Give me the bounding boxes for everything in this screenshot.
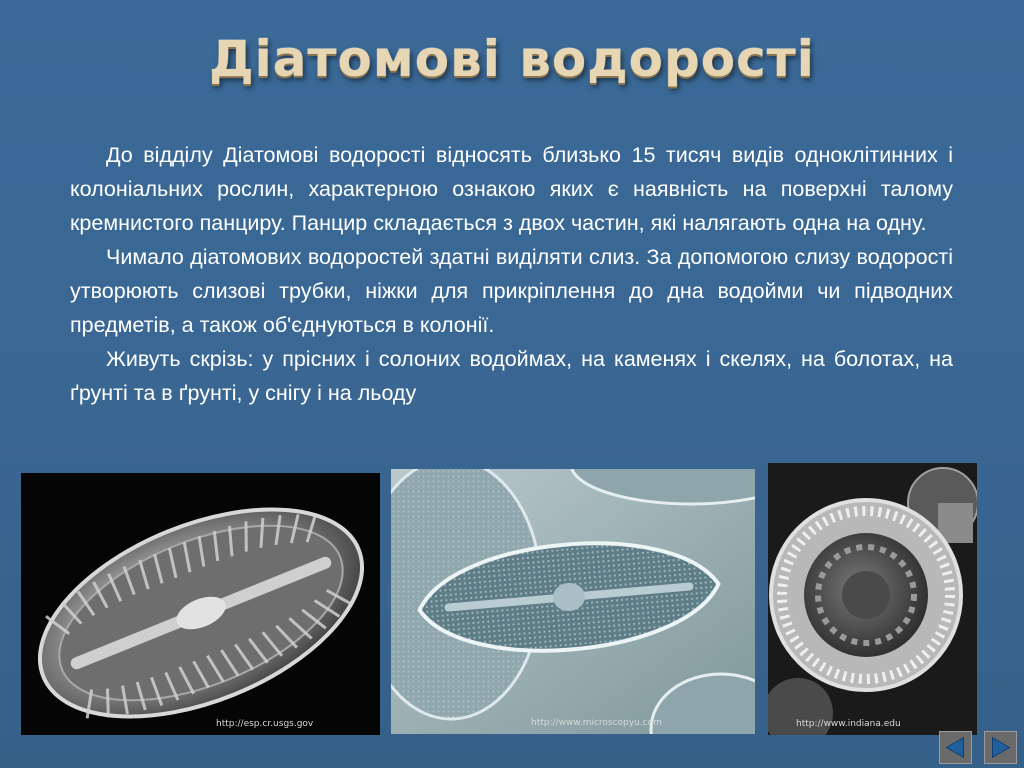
prev-slide-button[interactable]: [939, 731, 972, 764]
slide-title: Діатомові водорості: [209, 30, 815, 88]
body-text: [70, 138, 953, 410]
triangle-right-icon: [985, 732, 1016, 763]
image-credit-middle[interactable]: http://www.microscopyu.com: [531, 718, 662, 728]
paragraph-1: До відділу Діатомові водорості відносять близько 15 тисяч видів одноклітинних і колоніальних рослин, характерною ознакою яких є наявність на поверхні талому кремнистого панциру. Панцир складається з двох частин, які налягають одна на одну.: [70, 143, 953, 235]
image-credit-right[interactable]: http://www.indiana.edu: [796, 719, 901, 729]
paragraph-2: Чимало діатомових водоростей здатні виділяти слиз. За допомогою слизу водорості утворюють слизові трубки, ніжки для прикріплення до дна водойми чи підводних предметів, а також об'єднуються в колонії.: [70, 245, 953, 337]
centric-diatom-image: [768, 463, 977, 735]
image-credit-left[interactable]: http://esp.cr.usgs.gov: [216, 719, 314, 729]
diatom-sem-image: [21, 473, 380, 735]
next-slide-button[interactable]: [984, 731, 1017, 764]
paragraph-3: Живуть скрізь: у прісних і солоних водоймах, на каменях і скелях, на болотах, на ґрунті та в ґрунті, у снігу і на льоду: [70, 347, 953, 405]
diatom-sem-picture: [21, 473, 380, 735]
diatom-light-picture: [391, 469, 755, 734]
centric-diatom-picture: [768, 463, 977, 735]
diatom-light-microscope-image: [391, 469, 755, 734]
triangle-left-icon: [940, 732, 971, 763]
